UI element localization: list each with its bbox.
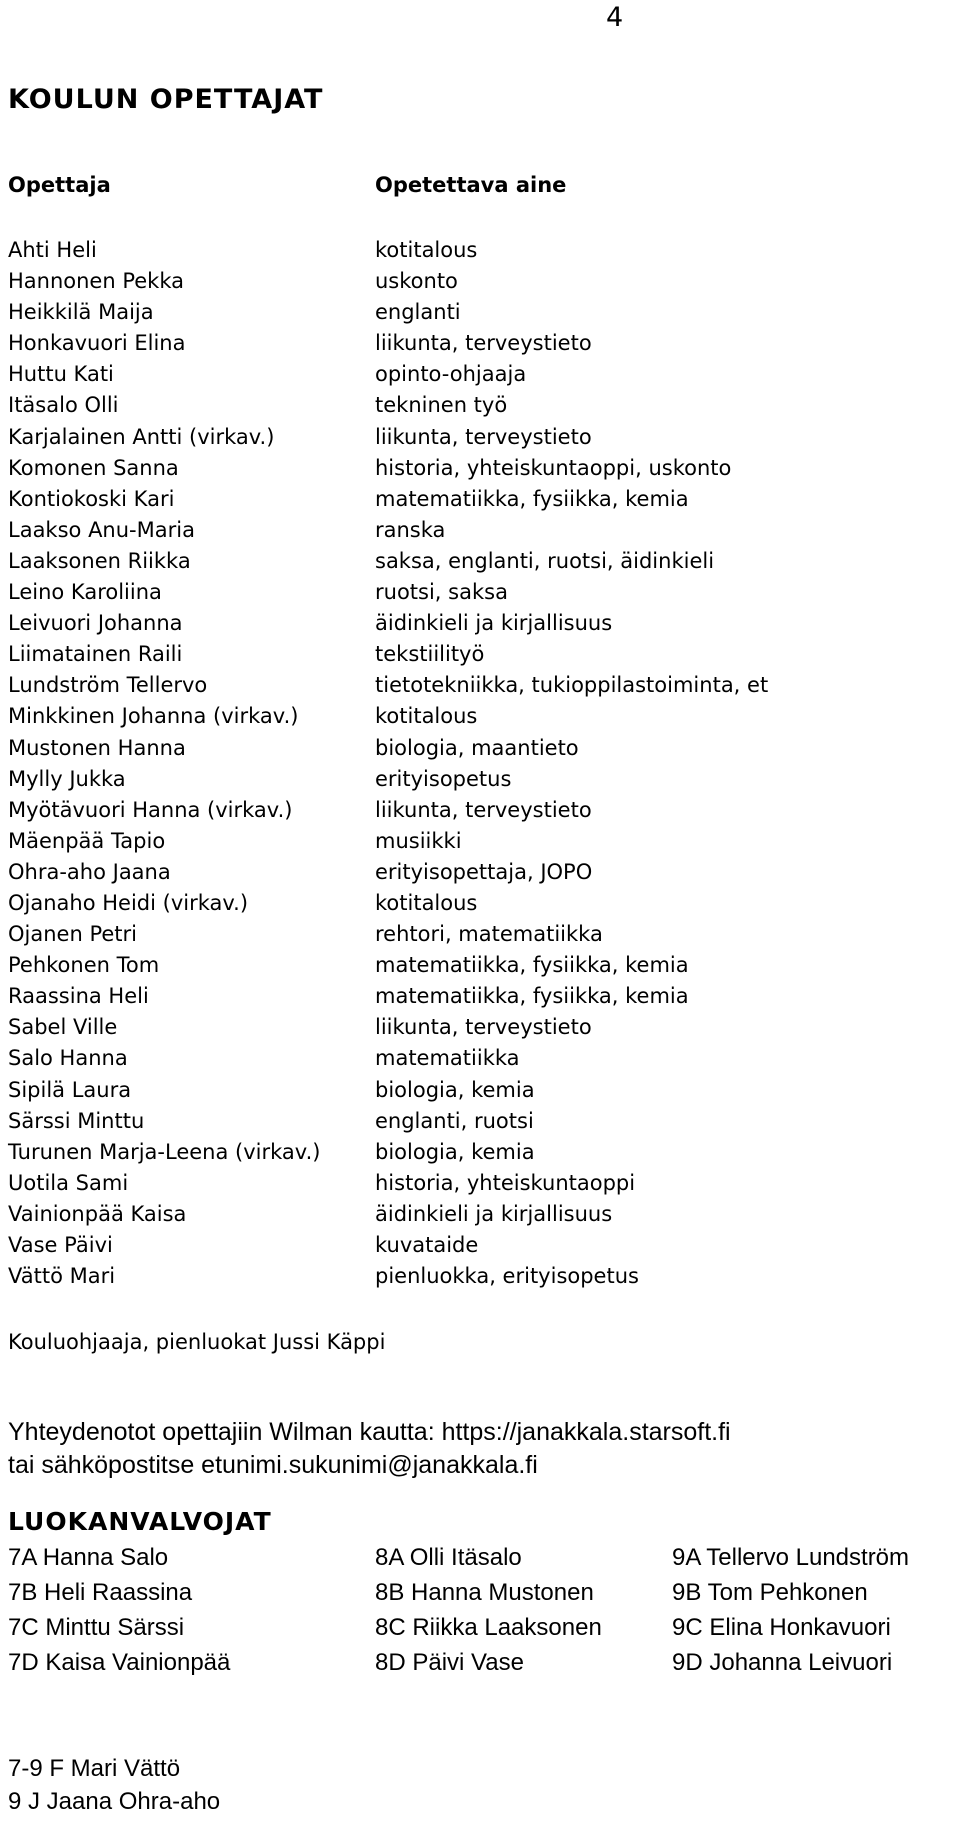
teacher-subject: liikunta, terveystieto bbox=[375, 331, 592, 356]
teacher-row bbox=[8, 608, 828, 639]
teacher-subject: erityisopettaja, JOPO bbox=[375, 859, 593, 884]
class-teacher-7c: 7C Minttu Särssi bbox=[8, 1614, 185, 1641]
teacher-subject: matematiikka, fysiikka, kemia bbox=[375, 953, 689, 978]
teacher-row bbox=[8, 857, 828, 888]
teacher-subject: erityisopetus bbox=[375, 766, 512, 791]
grade-9-column bbox=[672, 1540, 909, 1680]
teacher-row bbox=[8, 981, 828, 1012]
teacher-row bbox=[8, 297, 828, 328]
teacher-name: Lundström Tellervo bbox=[8, 673, 208, 698]
class-teachers-heading: LUOKANVALVOJAT bbox=[8, 1507, 272, 1536]
teacher-row bbox=[8, 422, 828, 453]
teacher-name: Vättö Mari bbox=[8, 1264, 116, 1289]
teacher-name: Pehkonen Tom bbox=[8, 953, 160, 978]
teacher-row bbox=[8, 1261, 828, 1292]
teacher-name: Karjalainen Antti (virkav.) bbox=[8, 424, 275, 449]
teacher-row bbox=[8, 1075, 828, 1106]
class-teacher-9d: 9D Johanna Leivuori bbox=[672, 1649, 893, 1676]
teacher-subject: opinto-ohjaaja bbox=[375, 362, 527, 387]
teacher-row bbox=[8, 1137, 828, 1168]
teacher-name: Leivuori Johanna bbox=[8, 611, 183, 636]
teacher-name: Minkkinen Johanna (virkav.) bbox=[8, 704, 299, 729]
teacher-name: Laaksonen Riikka bbox=[8, 548, 191, 573]
teacher-subject: pienluokka, erityisopetus bbox=[375, 1264, 639, 1289]
teacher-subject: matematiikka, fysiikka, kemia bbox=[375, 984, 689, 1009]
teacher-row bbox=[8, 701, 828, 732]
teacher-row bbox=[8, 888, 828, 919]
class-teacher-7b: 7B Heli Raassina bbox=[8, 1579, 193, 1606]
teacher-name: Salo Hanna bbox=[8, 1046, 128, 1071]
teacher-subject: kotitalous bbox=[375, 890, 478, 915]
teacher-row bbox=[8, 235, 828, 266]
teacher-name: Turunen Marja-Leena (virkav.) bbox=[8, 1139, 321, 1164]
class-teacher-9c: 9C Elina Honkavuori bbox=[672, 1614, 891, 1641]
teacher-list bbox=[8, 235, 828, 1292]
teacher-subject: biologia, kemia bbox=[375, 1139, 535, 1164]
grade-7-column bbox=[8, 1540, 230, 1680]
teacher-subject: englanti bbox=[375, 300, 461, 325]
teacher-subject: kotitalous bbox=[375, 704, 478, 729]
class-teacher-7-9f: 7-9 F Mari Vättö bbox=[8, 1755, 181, 1782]
teacher-name: Leino Karoliina bbox=[8, 580, 162, 605]
teacher-row bbox=[8, 1012, 828, 1043]
contact-line-wilma: Yhteydenotot opettajiin Wilman kautta: https://janakkala.starsoft.fi bbox=[8, 1418, 731, 1446]
teacher-row bbox=[8, 515, 828, 546]
teacher-row bbox=[8, 359, 828, 390]
class-teacher-8b: 8B Hanna Mustonen bbox=[375, 1579, 594, 1606]
class-teacher-9b: 9B Tom Pehkonen bbox=[672, 1579, 868, 1606]
teacher-name: Uotila Sami bbox=[8, 1170, 129, 1195]
teacher-name: Ojanen Petri bbox=[8, 922, 137, 947]
teacher-subject: historia, yhteiskuntaoppi, uskonto bbox=[375, 455, 732, 480]
teacher-subject: biologia, maantieto bbox=[375, 735, 579, 760]
teacher-row bbox=[8, 266, 828, 297]
teacher-subject: tekstiilityö bbox=[375, 642, 485, 667]
teacher-name: Liimatainen Raili bbox=[8, 642, 183, 667]
teacher-row bbox=[8, 1168, 828, 1199]
teacher-row bbox=[8, 1199, 828, 1230]
teacher-subject: kuvataide bbox=[375, 1233, 479, 1257]
teacher-name: Sabel Ville bbox=[8, 1015, 118, 1040]
teacher-name: Ohra-aho Jaana bbox=[8, 859, 171, 884]
class-teacher-8c: 8C Riikka Laaksonen bbox=[375, 1614, 602, 1641]
teacher-row bbox=[8, 795, 828, 826]
teacher-subject: musiikki bbox=[375, 828, 462, 853]
teacher-subject: tekninen työ bbox=[375, 393, 508, 418]
teacher-name: Mäenpää Tapio bbox=[8, 828, 166, 853]
teacher-row bbox=[8, 484, 828, 515]
teacher-name: Ojanaho Heidi (virkav.) bbox=[8, 890, 249, 915]
teacher-subject: biologia, kemia bbox=[375, 1077, 535, 1102]
teacher-row bbox=[8, 733, 828, 764]
teacher-name: Sipilä Laura bbox=[8, 1077, 132, 1102]
teacher-row bbox=[8, 670, 828, 701]
teacher-subject: ranska bbox=[375, 517, 446, 542]
class-teacher-7a: 7A Hanna Salo bbox=[8, 1544, 169, 1571]
teacher-subject: tietotekniikka, tukioppilastoiminta, et bbox=[375, 673, 769, 698]
class-teacher-8d: 8D Päivi Vase bbox=[375, 1649, 524, 1676]
teacher-name: Mustonen Hanna bbox=[8, 735, 186, 760]
teacher-name: Komonen Sanna bbox=[8, 455, 179, 480]
teacher-row bbox=[8, 577, 828, 608]
teacher-name: Vase Päivi bbox=[8, 1233, 113, 1257]
teacher-subject: kotitalous bbox=[375, 238, 478, 262]
page-number: 4 bbox=[606, 2, 624, 33]
class-teacher-8a: 8A Olli Itäsalo bbox=[375, 1544, 522, 1571]
teacher-row bbox=[8, 546, 828, 577]
teacher-subject: äidinkieli ja kirjallisuus bbox=[375, 1201, 613, 1226]
teacher-row bbox=[8, 453, 828, 484]
teacher-name: Heikkilä Maija bbox=[8, 300, 154, 325]
teacher-name: Laakso Anu-Maria bbox=[8, 517, 195, 542]
teacher-name: Huttu Kati bbox=[8, 362, 114, 387]
teacher-name: Kontiokoski Kari bbox=[8, 486, 175, 511]
class-teacher-7d: 7D Kaisa Vainionpää bbox=[8, 1649, 231, 1676]
class-teacher-9j: 9 J Jaana Ohra-aho bbox=[8, 1788, 221, 1815]
teacher-subject: matematiikka bbox=[375, 1046, 520, 1071]
teacher-row bbox=[8, 328, 828, 359]
teacher-row bbox=[8, 1043, 828, 1074]
teacher-subject: liikunta, terveystieto bbox=[375, 424, 592, 449]
teacher-name: Raassina Heli bbox=[8, 984, 149, 1009]
grade-8-column bbox=[375, 1540, 602, 1680]
teacher-name: Ahti Heli bbox=[8, 238, 97, 262]
teacher-row bbox=[8, 826, 828, 857]
teacher-row bbox=[8, 639, 828, 670]
teachers-heading: KOULUN OPETTAJAT bbox=[8, 84, 324, 115]
coordinator-line: Kouluohjaaja, pienluokat Jussi Käppi bbox=[8, 1330, 386, 1354]
teacher-subject: liikunta, terveystieto bbox=[375, 1015, 592, 1040]
teacher-name: Itäsalo Olli bbox=[8, 393, 119, 418]
subject-column-header: Opetettava aine bbox=[375, 173, 567, 197]
teacher-subject: englanti, ruotsi bbox=[375, 1108, 534, 1133]
teacher-subject: ruotsi, saksa bbox=[375, 580, 508, 605]
teacher-name: Hannonen Pekka bbox=[8, 269, 184, 294]
teacher-subject: uskonto bbox=[375, 269, 458, 294]
teacher-column-header: Opettaja bbox=[8, 173, 111, 197]
teacher-subject: liikunta, terveystieto bbox=[375, 797, 592, 822]
class-teacher-9a: 9A Tellervo Lundström bbox=[672, 1544, 910, 1571]
teacher-row bbox=[8, 764, 828, 795]
teacher-name: Honkavuori Elina bbox=[8, 331, 186, 356]
teacher-row bbox=[8, 919, 828, 950]
teacher-subject: äidinkieli ja kirjallisuus bbox=[375, 611, 613, 636]
teacher-subject: saksa, englanti, ruotsi, äidinkieli bbox=[375, 548, 715, 573]
teacher-subject: rehtori, matematiikka bbox=[375, 922, 603, 947]
teacher-name: Särssi Minttu bbox=[8, 1108, 145, 1133]
teacher-row bbox=[8, 1106, 828, 1137]
teacher-row bbox=[8, 390, 828, 421]
teacher-name: Mylly Jukka bbox=[8, 766, 126, 791]
teacher-row bbox=[8, 1230, 828, 1261]
teacher-name: Vainionpää Kaisa bbox=[8, 1201, 187, 1226]
teacher-row bbox=[8, 950, 828, 981]
teacher-subject: matematiikka, fysiikka, kemia bbox=[375, 486, 689, 511]
teacher-name: Myötävuori Hanna (virkav.) bbox=[8, 797, 293, 822]
teacher-subject: historia, yhteiskuntaoppi bbox=[375, 1170, 636, 1195]
contact-line-email: tai sähköpostitse etunimi.sukunimi@janakkala.fi bbox=[8, 1451, 538, 1479]
